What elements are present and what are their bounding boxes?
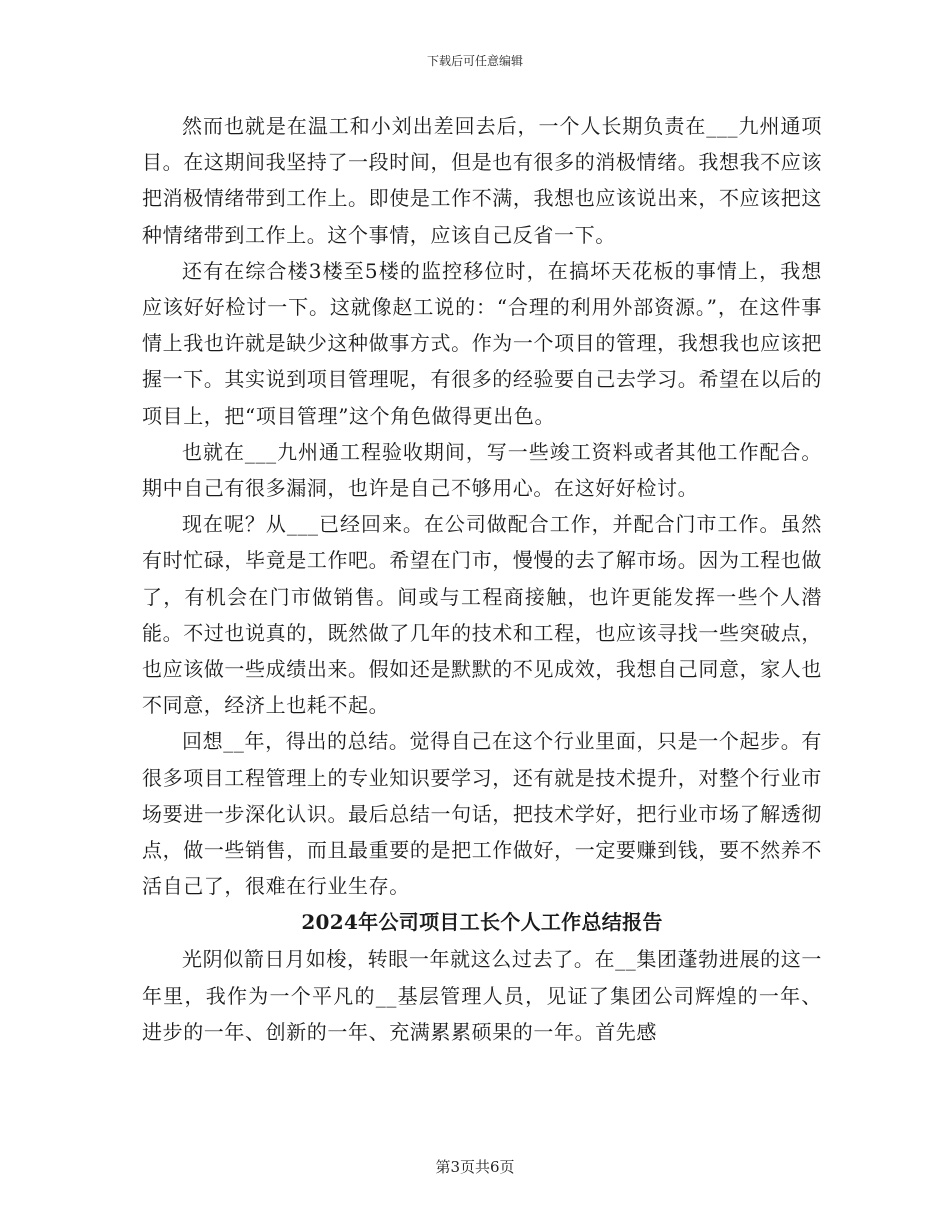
page-footer: 第3页共6页 <box>435 1158 515 1176</box>
paragraph: 还有在综合楼3楼至5楼的监控移位时，在搞坏天花板的事情上，我想应该好好检讨一下。这就像赵工说的：“合理的利用外部资源。”，在这件事情上我也许就是缺少这种做事方式。作为一个项目的管理，我想我也应该把握一下。其实说到项目管理呢，有很多的经验要自己去学习。希望在以后的项目上，把“项目管理”这个角色做得更出色。 <box>142 258 822 428</box>
section-title: 2024年公司项目工长个人工作总结报告 <box>301 910 663 935</box>
page-header: 下载后可任意编辑 <box>426 54 523 68</box>
paragraph: 现在呢？从___已经回来。在公司做配合工作，并配合门市工作。虽然有时忙碌，毕竟是工作吧。希望在门市，慢慢的去了解市场。因为工程也做了，有机会在门市做销售。间或与工程商接触，也许更能发挥一些个人潜能。不过也说真的，既然做了几年的技术和工程，也应该寻找一些突破点，也应该做一些成绩出来。假如还是默默的不见成效，我想自己同意，家人也不同意，经济上也耗不起。 <box>142 512 822 718</box>
paragraph: 也就在___九州通工程验收期间，写一些竣工资料或者其他工作配合。期中自己有很多漏洞，也许是自己不够用心。在这好好检讨。 <box>142 439 822 501</box>
paragraph: 光阴似箭日月如梭，转眼一年就这么过去了。在__集团蓬勃进展的这一年里，我作为一个平凡的__基层管理人员，见证了集团公司辉煌的一年、进步的一年、创新的一年、充满累累硕果的一年。首先感 <box>142 947 822 1044</box>
document-body <box>142 108 822 1050</box>
paragraph: 回想__年，得出的总结。觉得自己在这个行业里面，只是一个起步。有很多项目工程管理上的专业知识要学习，还有就是技术提升，对整个行业市场要进一步深化认识。最后总结一句话，把技术学好，把行业市场了解透彻点，做一些销售，而且最重要的是把工作做好，一定要赚到钱，要不然养不活自己了，很难在行业生存。 <box>142 729 822 899</box>
paragraph: 然而也就是在温工和小刘出差回去后，一个人长期负责在___九州通项目。在这期间我坚持了一段时间，但是也有很多的消极情绪。我想我不应该把消极情绪带到工作上。即使是工作不满，我想也应该说出来，不应该把这种情绪带到工作上。这个事情，应该自己反省一下。 <box>142 114 822 247</box>
